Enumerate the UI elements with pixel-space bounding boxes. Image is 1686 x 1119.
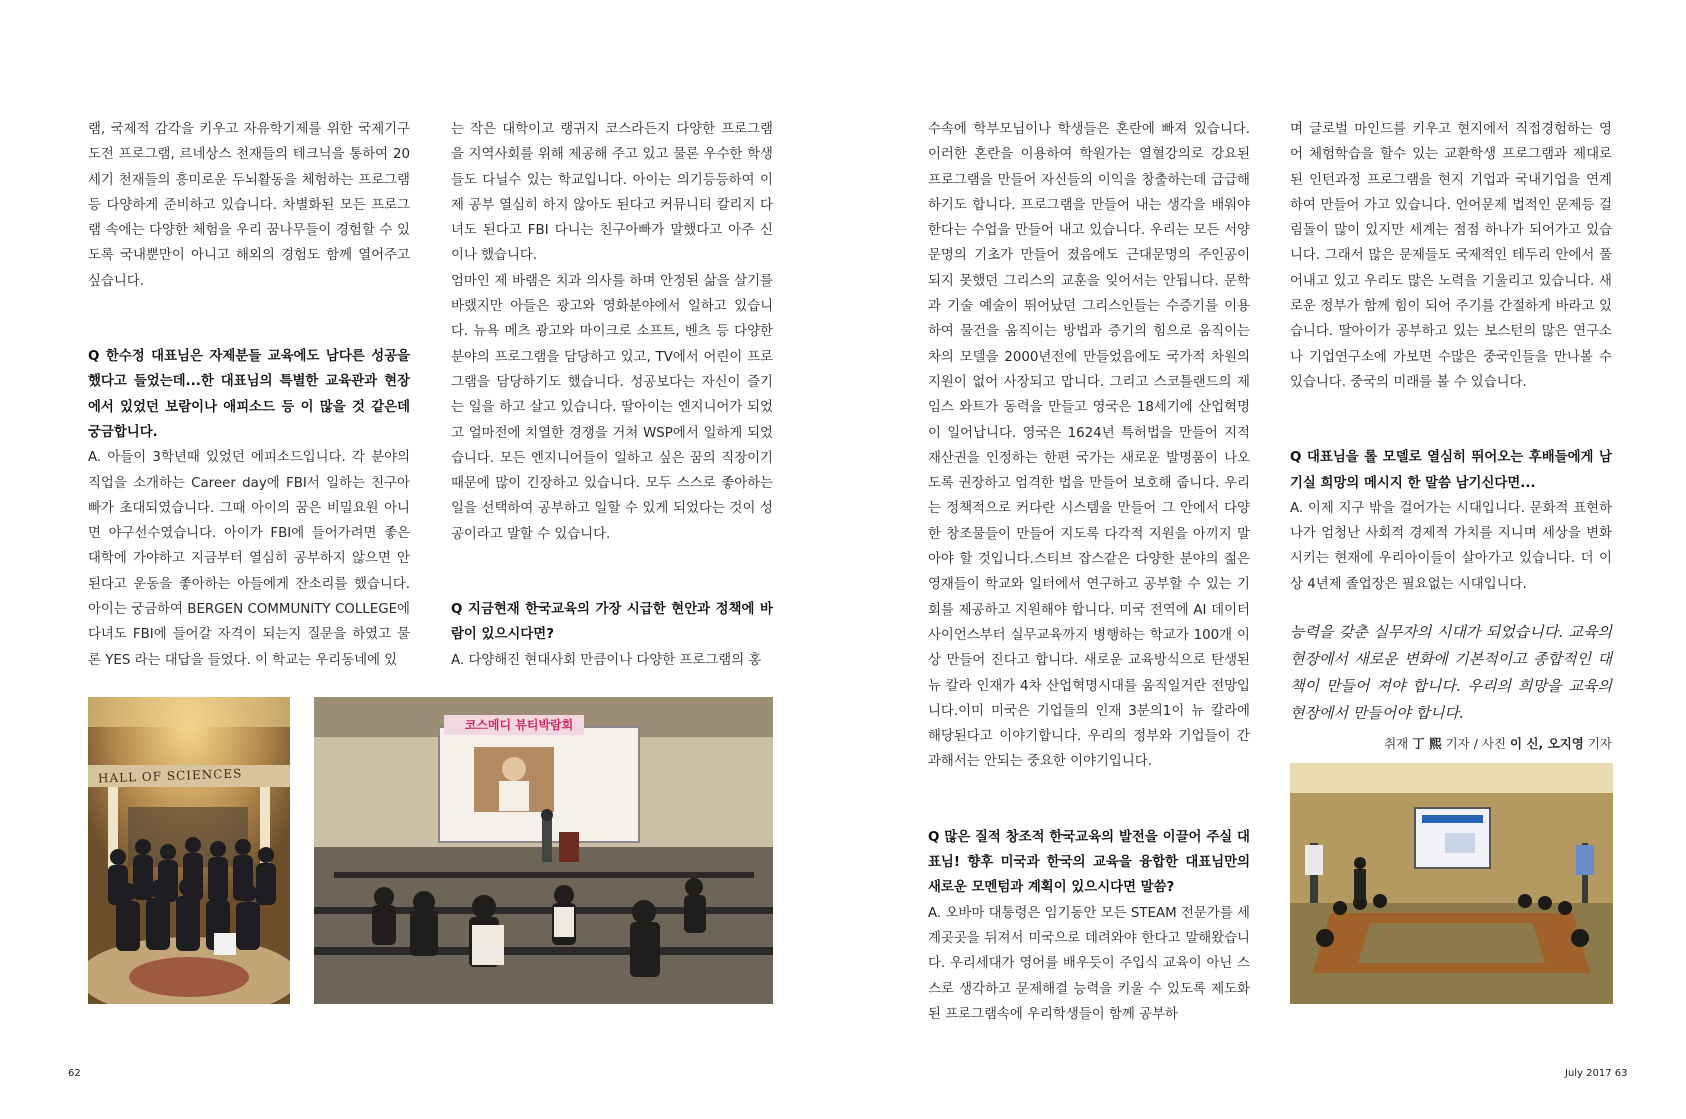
answer-paragraph: A. 오바마 대통령은 임기동안 모든 STEAM 전문가를 세계곳곳을 뒤져서 미국으로 데려와야 한다고 말해왔습니다. 우리세대가 영어를 배우듯이 주입식 교육이 아닌 스스로 생각하고 문제해결 능력을 키울 수 있도록 제도화된 프로그램속에 우리학생들이 함께 공부하 <box>928 905 1250 1022</box>
byline-photographers: 이 신, 오지영 <box>1510 736 1584 752</box>
left-column-1 <box>88 117 410 673</box>
hall-of-sciences-sign: HALL OF SCIENCES <box>97 766 243 786</box>
seminar-photo-image <box>314 697 773 1004</box>
byline-suffix: 기자 <box>1587 736 1612 752</box>
byline-reporter: 丁 熙 <box>1412 736 1442 752</box>
conference-room-image <box>1290 763 1613 1004</box>
byline-prefix: 취재 <box>1384 736 1409 752</box>
left-column-2 <box>451 117 773 673</box>
question-heading: Q 지금현재 한국교육의 가장 시급한 현안과 정책에 바람이 있으시다면? <box>451 602 773 643</box>
paragraph: 수속에 학부모님이나 학생들은 혼란에 빠져 있습니다. 이러한 혼란을 이용하여 학원가는 열혈강의로 강요된 프로그램을 만들어 자신들의 이익을 창출하는데 급급해 하기도 합니다. 프로그램을 만들어 내는 생각을 배워야한다는 수업을 만들어 내고 있습니다. 우리는 모든 서양문명의 기초가 만들어 졌음에도 근대문명의 주인공이 되지 못했던 그리스의 교훈을 잊어서는 안됩니다. 문학과 기술 예술이 뛰어났던 그리스인들는 수증기를 이용하여 물건을 움직이는 방법과 증기의 힘으로 움직이는 차의 모델을 2000년전에 만들었음에도 국가적 차원의 지원이 없어 사장되고 맙니다. 그리고 스코틀랜드의 제임스 와트가 동력을 만들고 영국은 18세기에 산업혁명이 일어납니다. 영국은 1624년 특허법을 만들어 지적재산권을 인정하는 한편 국가는 새로운 발명품이 나오도록 권장하고 엄격한 법을 만들어 보호해 줍니다. 우리는 정책적으로 커다란 시스템을 만들어 그 안에서 다양한 창조물들이 만들어 지도록 다각적 지원을 아끼지 말아야 할 것입니다.스티브 잡스같은 다양한 분야의 젊은 영재들이 학교와 일터에서 연구하고 공부할 수 있는 기회를 제공하고 지원해야 합니다. 미국 전역에 AI 데이터 사이언스부터 실무교육까지 병행하는 학교가 100개 이상 만들어 진다고 합니다. 새로운 교육방식으로 탄생된 뉴 칼라 인재가 4차 산업혁명시대를 움직일거란 전망입니다.이미 미국은 기업들의 인재 3분의1이 뉴 칼라에 해당된다고 이야기합니다. 우리의 정부와 기업들이 간과해서는 안되는 중요한 이야기입니다. <box>928 122 1250 770</box>
paragraph: 며 글로벌 마인드를 키우고 현지에서 직접경험하는 영어 체험학습을 할수 있는 교환학생 프로그램과 제대로된 인턴과정 프로그램을 현지 기업과 국내기업을 연계하여 만들어 가고 있습니다. 언어문제 법적인 문제등 걸림돌이 많이 있지만 세계는 점점 하나가 되어가고 있습니다. 그래서 많은 문제들도 국제적인 테두리 안에서 풀어내고 있고 우리도 많은 노력을 기울리고 있습니다. 새로운 정부가 함께 힘이 되어 주기를 간절하게 바라고 있습니다. 딸아이가 공부하고 있는 보스턴의 많은 연구소나 기업연구소에 가보면 수많은 중국인들을 만나볼 수 있습니다. 중국의 미래를 볼 수 있습니다. <box>1290 122 1612 390</box>
question-heading: Q 대표님을 롤 모델로 열심히 뛰어오는 후배들에게 남기실 희망의 메시지 한 말씀 남기신다면... <box>1290 450 1612 491</box>
page-number-right: July 2017 63 <box>1565 1068 1628 1079</box>
right-column-1 <box>928 117 1250 1027</box>
paragraph: 는 작은 대학이고 랭귀지 코스라든지 다양한 프로그램을 지역사회를 위해 제공해 주고 있고 물론 우수한 학생들도 다닐수 있는 학교입니다. 아이는 의기등등하여 이제 공부 열심히 하지 않아도 된다고 커뮤니티 칼리지 다녀도 된다고 FBI 다니는 친구아빠가 말했다고 아주 신이나 했습니다. <box>451 122 773 264</box>
answer-paragraph: A. 아들이 3학년때 있었던 에피소드입니다. 각 분야의 직업을 소개하는 Career day에 FBI서 일하는 친구아빠가 초대되였습니다. 그때 아이의 꿈은 비밀요원 아니면 야구선수였습니다. 아이가 FBI에 들어가려면 좋은 대학에 가야하고 지금부터 열심히 공부하지 않으면 안된다고 운동을 좋아하는 아들에게 잔소리를 했습니다. 아이는 궁금하여 BERGEN COMMUNITY COLLEGE에 다녀도 FBI에 들어갈 자격이 되는지 질문을 하였고 물론 YES 라는 대답을 들었다. 이 학교는 우리동네에 있 <box>88 450 410 668</box>
group-photo-image <box>88 697 290 1004</box>
seminar-banner: 코스메디 뷰티박람회 <box>464 718 574 732</box>
answer-paragraph: A. 이제 지구 밖을 걸어가는 시대입니다. 문화적 표현하나가 엄청난 사회적 경제적 가치를 지니며 세상을 변화 시키는 현재에 우리아이들이 살아가고 있습니다. 더 이상 4년제 졸업장은 필요없는 시대입니다. <box>1290 500 1612 592</box>
conference-room-photo <box>1290 763 1613 1004</box>
byline <box>1290 731 1612 756</box>
group-photo-hall-of-sciences <box>88 697 290 1004</box>
page-number-left: 62 <box>68 1068 81 1079</box>
paragraph: 엄마인 제 바램은 치과 의사를 하며 안정된 삶을 살기를 바랬지만 아들은 광고와 영화분야에서 일하고 있습니다. 뉴욕 메츠 광고와 마이크로 소프트, 벤츠 등 다양한 분야의 프로그램을 담당하고 있고, TV에서 어린이 프로그램을 담당하기도 했습니다. 성공보다는 자신이 즐기는 일을 하고 살고 있습니다. 딸아이는 엔지니어가 되었고 얼마전에 치열한 경쟁을 거쳐 WSP에서 일하게 되었습니다. 모든 엔지니어들이 일하고 싶은 꿈의 직장이기 때문에 많이 긴장하고 있습니다. 모두 스스로 좋아하는 일을 선택하여 공부하고 일할 수 있게 되었다는 것이 성공이라고 말할 수 있습니다. <box>451 273 773 542</box>
question-heading: Q 많은 질적 창조적 한국교육의 발전을 이끌어 주실 대표님! 향후 미국과 한국의 교육을 융합한 대표님만의 새로운 모멘텀과 계획이 있으시다면 말씀? <box>928 829 1250 896</box>
right-column-2 <box>1290 117 1612 756</box>
answer-paragraph: A. 다양해진 현대사회 만큼이나 다양한 프로그램의 홍 <box>451 652 762 668</box>
seminar-photo <box>314 697 773 1004</box>
question-heading: Q 한수정 대표님은 자제분들 교육에도 남다른 성공을 했다고 들었는데...한 대표님의 특별한 교육관과 현장에서 있었던 보람이나 애피소드 등 이 많을 것 같은데 궁금합니다. <box>88 349 410 440</box>
closing-statement: 능력을 갖춘 실무자의 시대가 되었습니다. 교육의 현장에서 새로운 변화에 기본적이고 종합적인 대책이 만들어 져야 합니다. 우리의 희망을 교육의 현장에서 만들어야 합니다. <box>1290 623 1612 723</box>
paragraph: 램, 국제적 감각을 키우고 자유학기제를 위한 국제기구도전 프로그램, 르네상스 천재들의 테크닉을 통하여 20세기 천재들의 흥미로운 두뇌활동을 체험하는 프로그램등 다양하게 준비하고 있습니다. 차별화된 모든 프로그램 속에는 다양한 체험을 우리 꿈나무들이 경험할 수 있도록 국내뿐만이 아니고 해외의 경험도 함께 열어주고 싶습니다. <box>88 122 410 289</box>
byline-mid: 기자 / 사진 <box>1445 736 1507 752</box>
